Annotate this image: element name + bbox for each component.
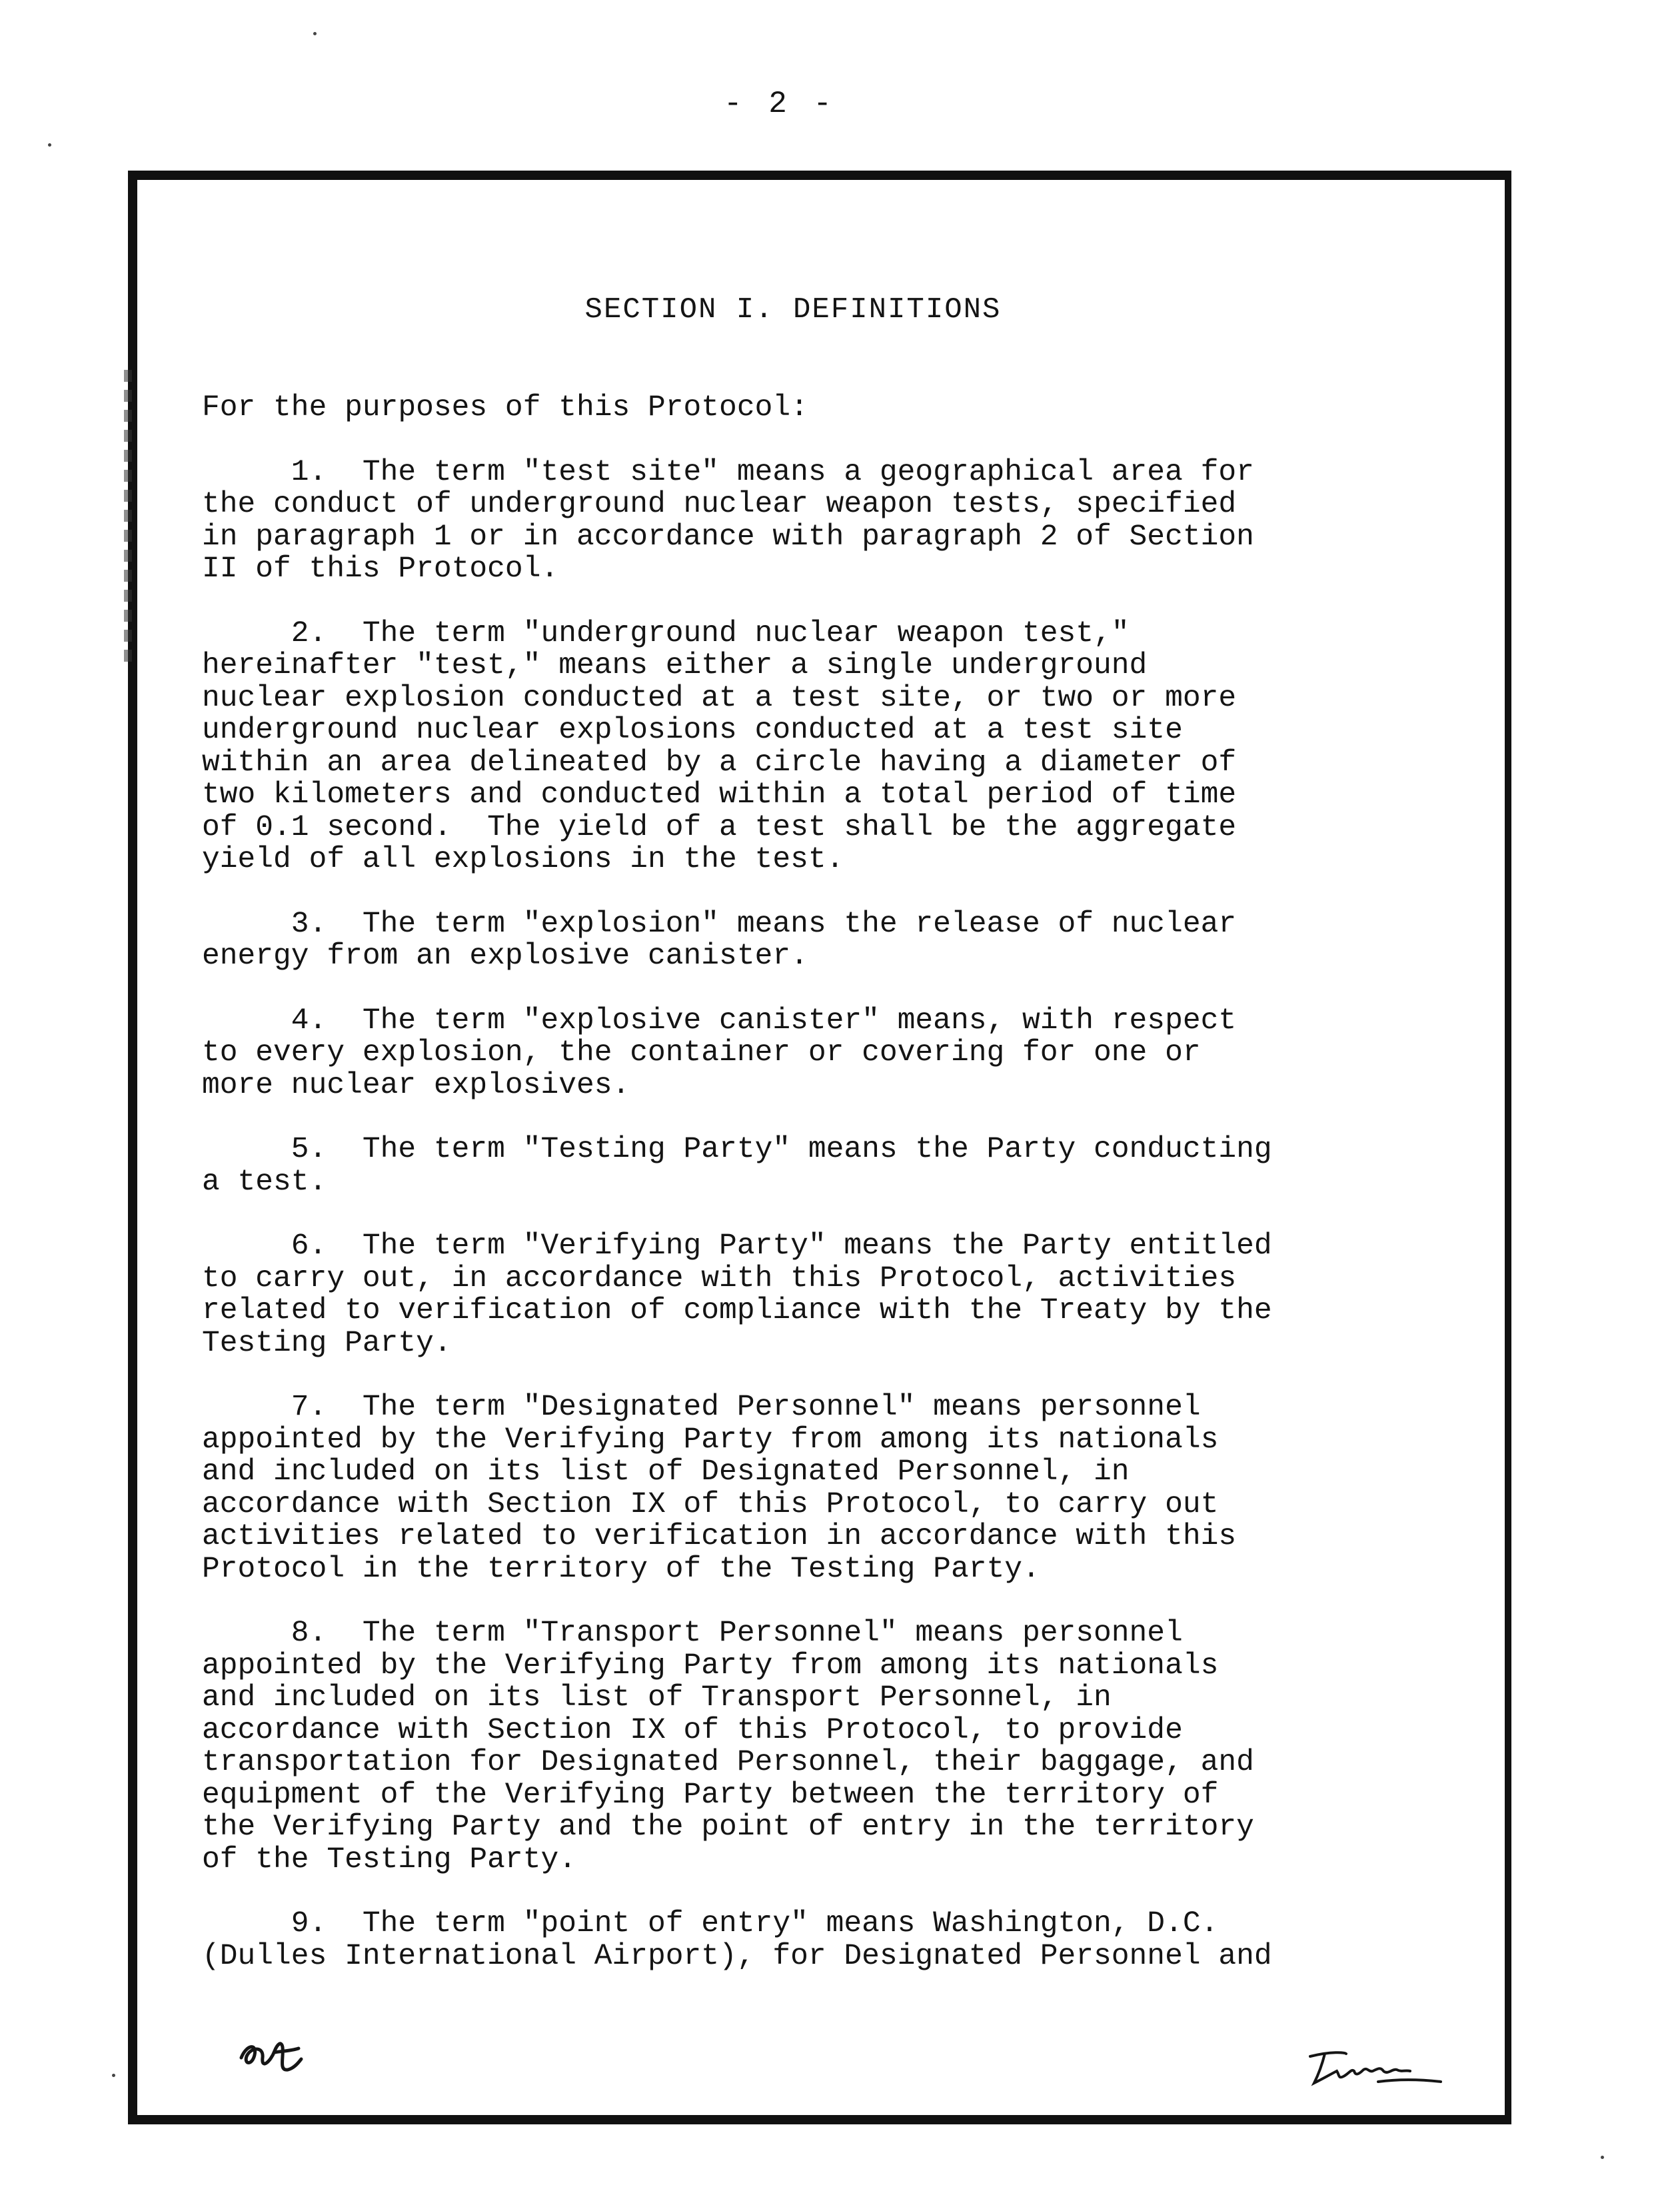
text-line: 4. The term "explosive canister" means, with respect bbox=[202, 1004, 1237, 1038]
definition-paragraph-8 bbox=[202, 1617, 1395, 1876]
text-line: (Dulles International Airport), for Designated Personnel and bbox=[202, 1939, 1272, 1973]
text-line: in paragraph 1 or in accordance with paragraph 2 of Section bbox=[202, 520, 1254, 554]
handwritten-signature bbox=[1305, 2044, 1445, 2091]
text-line: a test. bbox=[202, 1165, 327, 1199]
text-line: yield of all explosions in the test. bbox=[202, 843, 844, 876]
section-title: SECTION I. DEFINITIONS bbox=[584, 293, 1002, 327]
text-line: and included on its list of Designated Personnel, in bbox=[202, 1455, 1130, 1489]
text-line: equipment of the Verifying Party between the territory of bbox=[202, 1778, 1219, 1812]
text-line: to carry out, in accordance with this Protocol, activities bbox=[202, 1261, 1237, 1295]
definition-paragraph-3 bbox=[202, 908, 1395, 973]
text-line: 5. The term "Testing Party" means the Party conducting bbox=[202, 1133, 1272, 1166]
text-line: 8. The term "Transport Personnel" means personnel bbox=[202, 1617, 1183, 1650]
definition-paragraph-7 bbox=[202, 1391, 1395, 1585]
text-line: II of this Protocol. bbox=[202, 552, 559, 586]
text-line: appointed by the Verifying Party from among its nationals bbox=[202, 1649, 1219, 1683]
scan-speck bbox=[112, 2074, 115, 2077]
text-line: within an area delineated by a circle having a diameter of bbox=[202, 746, 1237, 780]
definition-paragraph-1 bbox=[202, 456, 1395, 586]
text-line: 2. The term "underground nuclear weapon test," bbox=[202, 616, 1130, 650]
text-line: related to verification of compliance with the Treaty by the bbox=[202, 1294, 1272, 1327]
text-line: the Verifying Party and the point of entry in the territory bbox=[202, 1811, 1254, 1844]
text-line: accordance with Section IX of this Protocol, to carry out bbox=[202, 1487, 1219, 1521]
scan-speck bbox=[48, 143, 51, 147]
definition-paragraph-6 bbox=[202, 1230, 1395, 1359]
text-line: the conduct of underground nuclear weapon tests, specified bbox=[202, 488, 1237, 521]
text-line: appointed by the Verifying Party from among its nationals bbox=[202, 1423, 1219, 1457]
initials-signature bbox=[235, 2031, 308, 2079]
text-line: Testing Party. bbox=[202, 1326, 452, 1360]
definition-paragraph-9 bbox=[202, 1908, 1395, 1972]
text-line: two kilometers and conducted within a total period of time bbox=[202, 778, 1237, 812]
document-body bbox=[202, 392, 1395, 2004]
text-line: 3. The term "explosion" means the release of nuclear bbox=[202, 907, 1237, 941]
page-number: - 2 - bbox=[723, 87, 836, 121]
text-line: energy from an explosive canister. bbox=[202, 940, 808, 973]
text-line: nuclear explosion conducted at a test site, or two or more bbox=[202, 681, 1237, 715]
definition-paragraph-5 bbox=[202, 1133, 1395, 1198]
intro-text: For the purposes of this Protocol: bbox=[202, 391, 808, 424]
text-line: 7. The term "Designated Personnel" means personnel bbox=[202, 1391, 1201, 1424]
text-line: underground nuclear explosions conducted at a test site bbox=[202, 714, 1183, 747]
text-line: 9. The term "point of entry" means Washington, D.C. bbox=[202, 1907, 1219, 1940]
text-line: to every explosion, the container or covering for one or bbox=[202, 1036, 1201, 1070]
text-line: 1. The term "test site" means a geographical area for bbox=[202, 455, 1254, 489]
scan-edge-mark bbox=[124, 370, 132, 663]
text-line: transportation for Designated Personnel, their baggage, and bbox=[202, 1746, 1254, 1779]
text-line: more nuclear explosives. bbox=[202, 1068, 630, 1102]
text-line: accordance with Section IX of this Protocol, to provide bbox=[202, 1713, 1183, 1747]
text-line: and included on its list of Transport Personnel, in bbox=[202, 1681, 1112, 1715]
definition-paragraph-2 bbox=[202, 618, 1395, 876]
definition-paragraph-4 bbox=[202, 1005, 1395, 1102]
text-line: Protocol in the territory of the Testing Party. bbox=[202, 1552, 1040, 1586]
text-line: of the Testing Party. bbox=[202, 1842, 576, 1876]
text-line: activities related to verification in accordance with this bbox=[202, 1520, 1237, 1553]
scan-speck bbox=[1601, 2156, 1604, 2159]
text-line: of 0.1 second. The yield of a test shall be the aggregate bbox=[202, 810, 1237, 844]
scan-speck bbox=[313, 32, 317, 35]
text-line: hereinafter "test," means either a single underground bbox=[202, 649, 1148, 682]
text-line: 6. The term "Verifying Party" means the Party entitled bbox=[202, 1229, 1272, 1263]
